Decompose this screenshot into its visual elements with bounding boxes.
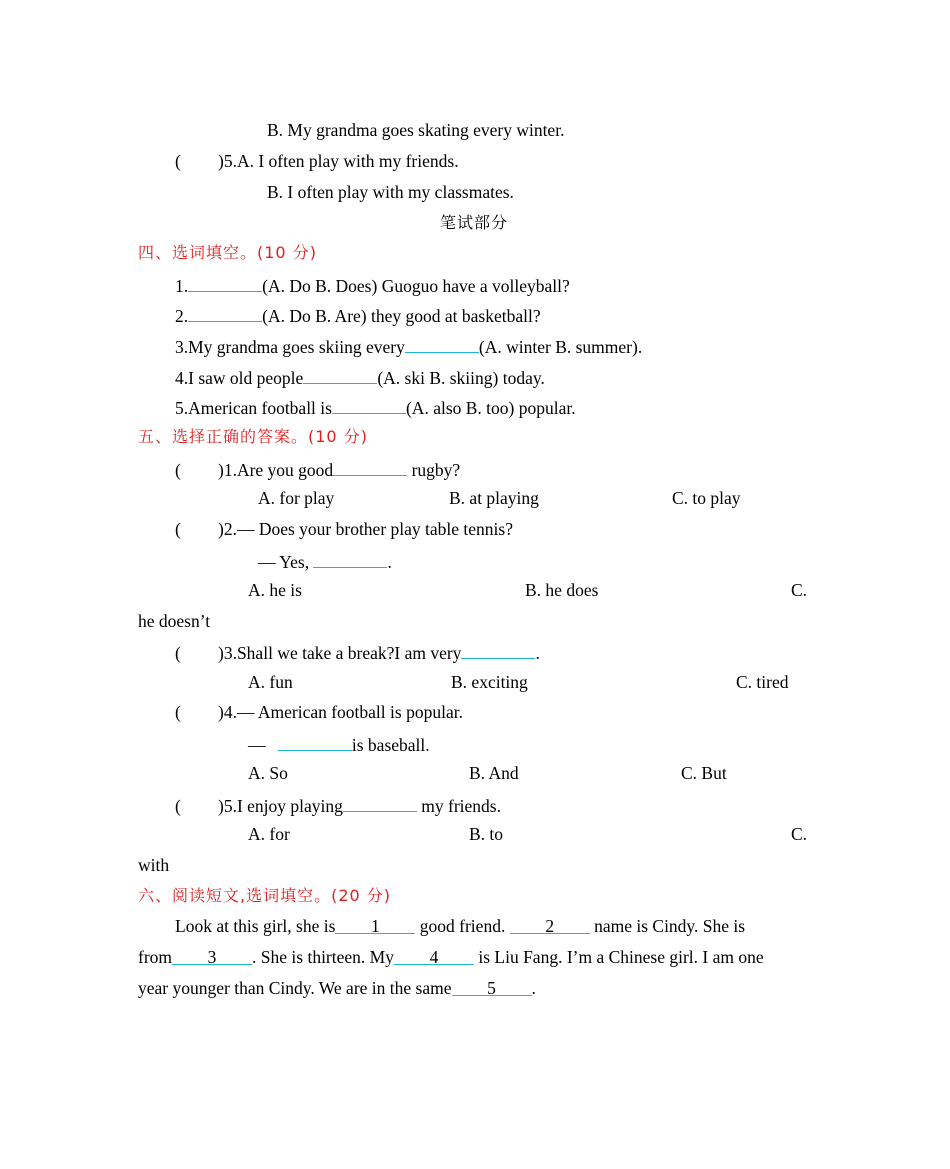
s4-item-4: 4.I saw old people (A. ski B. skiing) today. (175, 365, 545, 389)
answer-paren[interactable]: ( (175, 151, 181, 171)
answer-paren[interactable]: ( (175, 519, 181, 539)
s5-q5-option-c-text: with (138, 855, 170, 875)
s4-item-3: 3.My grandma goes skiing every (A. winter B. summer). (175, 334, 642, 358)
answer-paren[interactable]: ( (175, 796, 181, 816)
s5-q5-option-c[interactable]: C. (791, 824, 808, 844)
s5-q2: ( )2.— Does your brother play table tennis? (175, 519, 513, 539)
answer-blank[interactable] (313, 549, 387, 568)
written-part-title: 笔试部分 (440, 213, 509, 232)
listening-q5-option-b: B. I often play with my classmates. (267, 182, 514, 202)
answer-blank[interactable] (278, 732, 352, 751)
s5-q2-response: — Yes, . (258, 549, 392, 573)
s5-q3: ( )3.Shall we take a break?I am very . (175, 640, 540, 664)
passage-line-2: from 3 . She is thirteen. My 4 is Liu Fang. I’m a Chinese girl. I am one (138, 947, 764, 967)
s5-q4-response: — is baseball. (248, 732, 430, 756)
answer-blank[interactable] (188, 273, 262, 292)
s5-q4-option-a[interactable]: A. So (248, 763, 288, 783)
s5-q1-option-b[interactable]: B. at playing (449, 488, 539, 508)
s5-q3-option-c[interactable]: C. tired (736, 672, 789, 692)
section-4-title: 四、选词填空。(10 分) (138, 243, 317, 262)
answer-paren[interactable]: ( (175, 643, 181, 663)
answer-blank[interactable] (303, 365, 377, 384)
s4-item-5: 5.American football is (A. also B. too) popular. (175, 395, 576, 419)
answer-blank[interactable] (332, 395, 406, 414)
s5-q1: ( )1.Are you good rugby? (175, 457, 460, 481)
passage-line-1: Look at this girl, she is 1 good friend. 2 name is Cindy. She is (175, 916, 746, 936)
passage-blank[interactable]: 2 (510, 915, 590, 934)
s5-q3-option-b[interactable]: B. exciting (451, 672, 528, 692)
s5-q3-option-a[interactable]: A. fun (248, 672, 293, 692)
s4-item-2: 2. (A. Do B. Are) they good at basketball? (175, 303, 541, 327)
passage-blank[interactable]: 3 (172, 946, 252, 965)
answer-paren[interactable]: ( (175, 460, 181, 480)
answer-paren[interactable]: ( (175, 702, 181, 722)
s5-q1-option-c[interactable]: C. to play (672, 488, 741, 508)
s5-q2-option-c[interactable]: C. (791, 580, 808, 600)
s5-q4-option-b[interactable]: B. And (469, 763, 519, 783)
s5-q2-option-c-text: he doesn’t (138, 611, 211, 631)
s5-q2-option-a[interactable]: A. he is (248, 580, 302, 600)
s5-q5-option-b[interactable]: B. to (469, 824, 504, 844)
s5-q5-option-a[interactable]: A. for (248, 824, 290, 844)
passage-blank[interactable]: 5 (452, 977, 532, 996)
answer-blank[interactable] (188, 303, 262, 322)
section-5-title: 五、选择正确的答案。(10 分) (138, 427, 368, 446)
passage-blank[interactable]: 4 (394, 946, 474, 965)
s5-q2-option-b[interactable]: B. he does (525, 580, 599, 600)
passage-blank[interactable]: 1 (335, 915, 415, 934)
s5-q4: ( )4.— American football is popular. (175, 702, 463, 722)
answer-blank[interactable] (405, 334, 479, 353)
s5-q4-option-c[interactable]: C. But (681, 763, 727, 783)
answer-blank[interactable] (461, 640, 535, 659)
listening-q5: ( )5.A. I often play with my friends. (175, 151, 459, 171)
answer-blank[interactable] (333, 457, 407, 476)
s4-item-1: 1. (A. Do B. Does) Guoguo have a volleyball? (175, 273, 570, 297)
s5-q5: ( )5.I enjoy playing my friends. (175, 793, 501, 817)
answer-blank[interactable] (343, 793, 417, 812)
section-6-title: 六、阅读短文,选词填空。(20 分) (138, 886, 392, 905)
passage-line-3: year younger than Cindy. We are in the same 5 . (138, 978, 536, 998)
s5-q1-option-a[interactable]: A. for play (258, 488, 335, 508)
listening-q4-option-b: B. My grandma goes skating every winter. (267, 120, 565, 140)
